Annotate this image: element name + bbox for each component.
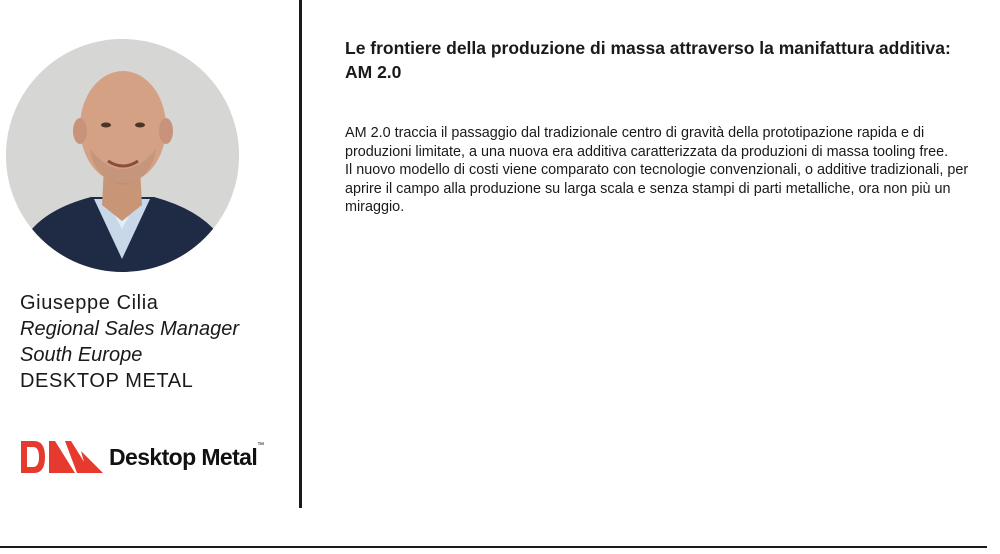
speaker-column [0, 0, 300, 554]
speaker-info [20, 290, 239, 394]
speaker-name: Giuseppe Cilia [20, 292, 159, 314]
logo-wordmark: Desktop Metal™ [109, 441, 264, 470]
talk-title: Le frontiere della produzione di massa attraverso la manifattura additiva: AM 2.0 [345, 38, 951, 82]
speaker-region: South Europe [20, 344, 143, 366]
talk-content [345, 36, 975, 217]
abstract-paragraph: Il nuovo modello di costi viene comparato con tecnologie convenzionali, o additive tradizionali, per aprire il campo alla produzione su larga scala e senza stampi di parti metalliche, ora non più un miraggio. [345, 162, 969, 216]
bottom-divider [0, 546, 987, 548]
abstract-paragraph: AM 2.0 traccia il passaggio dal tradizionale centro di gravità della prototipazione rapida e di produzioni limitate, a una nuova era additiva caratterizzata da produzioni di massa tooling free. [345, 125, 949, 160]
vertical-divider [299, 0, 302, 508]
dm-logo-icon [21, 441, 103, 473]
desktop-metal-logo [21, 440, 264, 474]
speaker-photo [6, 39, 239, 272]
speaker-company: DESKTOP METAL [20, 370, 194, 392]
talk-abstract [345, 124, 975, 217]
speaker-role: Regional Sales Manager [20, 318, 240, 340]
